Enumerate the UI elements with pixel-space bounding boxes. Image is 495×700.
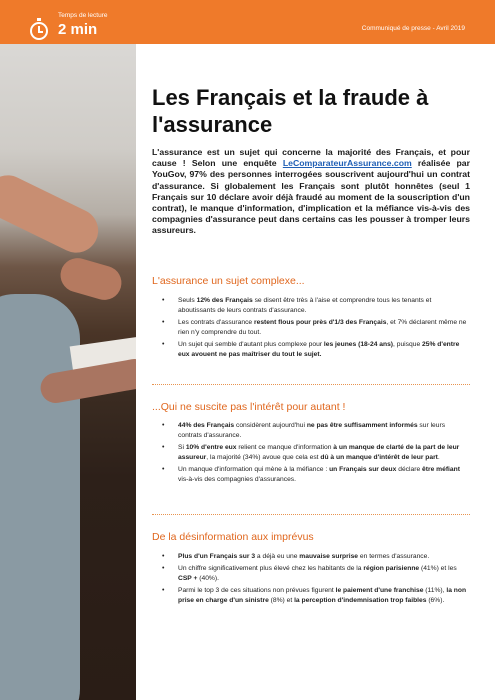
list-item: [162, 564, 468, 584]
list-item: [162, 340, 468, 360]
body-text: vis-à-vis des compagnies d'assurances.: [178, 476, 296, 483]
emphasis-text: être méfiant: [422, 466, 460, 473]
source-link[interactable]: LeComparateurAssurance.com: [282, 158, 412, 169]
section-list-complexity: [162, 296, 468, 362]
emphasis-text: mauvaise surprise: [299, 553, 359, 560]
emphasis-text: 44% des Français: [178, 422, 235, 429]
body-text: (41%) et les: [419, 565, 457, 572]
emphasis-text: 25% d'entre eux avouent ne pas maîtriser du tout le sujet.: [178, 341, 460, 358]
section-heading-misinformation: De la désinformation aux imprévus: [152, 531, 314, 543]
emphasis-text: le paiement d'une franchise: [335, 587, 424, 594]
list-item: [162, 296, 468, 316]
body-text: .: [437, 454, 440, 461]
lead-text-end: réalisée par YouGov, 97% des personnes interrogées souscrivent aujourd'hui un contrat d'assurance. Si globalement les Français sont plutôt honnêtes (seul 1 Français sur 10 déclare avoir déjà fraudé au moment de la souscription d'un contrat), le manque d'information, d'implication et la méfiance vis-à-vis des compagnies d'assurance peut dans certains cas les pousser à tromper leurs assureurs.: [152, 158, 470, 236]
emphasis-text: 10% d'entre eux: [185, 444, 237, 451]
body-text: considèrent aujourd'hui: [234, 422, 307, 429]
reading-time-label: Temps de lecture: [58, 12, 108, 19]
list-item: [162, 318, 468, 338]
body-text: Un sujet qui semble d'autant plus complexe pour: [178, 341, 324, 348]
reading-time-value: 2 min: [58, 21, 98, 38]
emphasis-text: 12% des Français: [196, 297, 253, 304]
stopwatch-knob: [37, 18, 41, 21]
list-item: [162, 586, 468, 606]
list-item: [162, 465, 468, 485]
lead-paragraph: [152, 147, 470, 237]
section-divider: [152, 384, 470, 385]
emphasis-text: les jeunes (18-24 ans): [323, 341, 394, 348]
emphasis-text: restent flous pour près d'1/3 des Français: [254, 319, 387, 326]
photo-shirt: [0, 294, 80, 700]
body-text: déclare: [396, 466, 423, 473]
stopwatch-icon: [30, 22, 48, 40]
section-divider: [152, 514, 470, 515]
header-bar: [0, 0, 495, 44]
press-release-date: Communiqué de presse - Avril 2019: [361, 25, 465, 32]
body-text: en termes d'assurance.: [358, 553, 430, 560]
emphasis-text: la non prise en charge d'un sinistre: [178, 587, 467, 604]
body-text: , puisque: [393, 341, 423, 348]
section-heading-complexity: L'assurance un sujet complexe...: [152, 275, 305, 287]
body-text: relient ce manque d'information: [236, 444, 334, 451]
emphasis-text: la perception d'indemnisation trop faibles: [294, 597, 427, 604]
body-text: (11%),: [423, 587, 447, 594]
body-text: , et 7% déclarent même ne rien n'y comprendre du tout.: [178, 319, 467, 336]
section-list-interest: [162, 421, 468, 487]
body-text: Les contrats d'assurance: [178, 319, 254, 326]
emphasis-text: un Français sur deux: [329, 466, 397, 473]
emphasis-text: dû à un manque d'intérêt de leur part: [320, 454, 438, 461]
body-text: (40%).: [197, 575, 219, 582]
list-item: [162, 421, 468, 441]
body-text: , la majorité (34%) avoue que cela est: [206, 454, 321, 461]
body-text: Un chiffre significativement plus élevé chez les habitants de la: [178, 565, 364, 572]
emphasis-text: région parisienne: [363, 565, 420, 572]
body-text: Seuls: [178, 297, 197, 304]
lead-text-start: L'assurance est un sujet qui concerne la majorité des Français, et pour cause ! Selon une enquête: [152, 147, 470, 169]
photo-hand: [57, 254, 126, 304]
section-list-misinformation: [162, 552, 468, 608]
body-text: se disent être très à l'aise et comprendre tous les tenants et aboutissants de leurs contrats d'assurance.: [178, 297, 432, 314]
list-item: [162, 552, 468, 562]
body-text: Parmi le top 3 de ces situations non prévues figurent: [178, 587, 336, 594]
emphasis-text: Plus d'un Français sur 3: [178, 553, 256, 560]
emphasis-text: CSP +: [178, 575, 198, 582]
list-item: [162, 443, 468, 463]
emphasis-text: ne pas être suffisamment informés: [306, 422, 418, 429]
emphasis-text: à un manque de clarté de la part de leur assureur: [178, 444, 460, 461]
photo-arm: [0, 168, 106, 260]
body-text: Un manque d'information qui mène à la méfiance :: [178, 466, 330, 473]
body-text: (6%).: [426, 597, 445, 604]
page-title: Les Français et la fraude à l'assurance: [152, 85, 429, 137]
body-text: Si: [178, 444, 186, 451]
body-text: sur leurs contrats d'assurance.: [178, 422, 446, 439]
body-text: (8%) et: [268, 597, 295, 604]
section-heading-interest: ...Qui ne suscite pas l'intérêt pour autant !: [152, 401, 346, 413]
body-text: a déjà eu une: [255, 553, 300, 560]
side-photo: [0, 44, 136, 700]
